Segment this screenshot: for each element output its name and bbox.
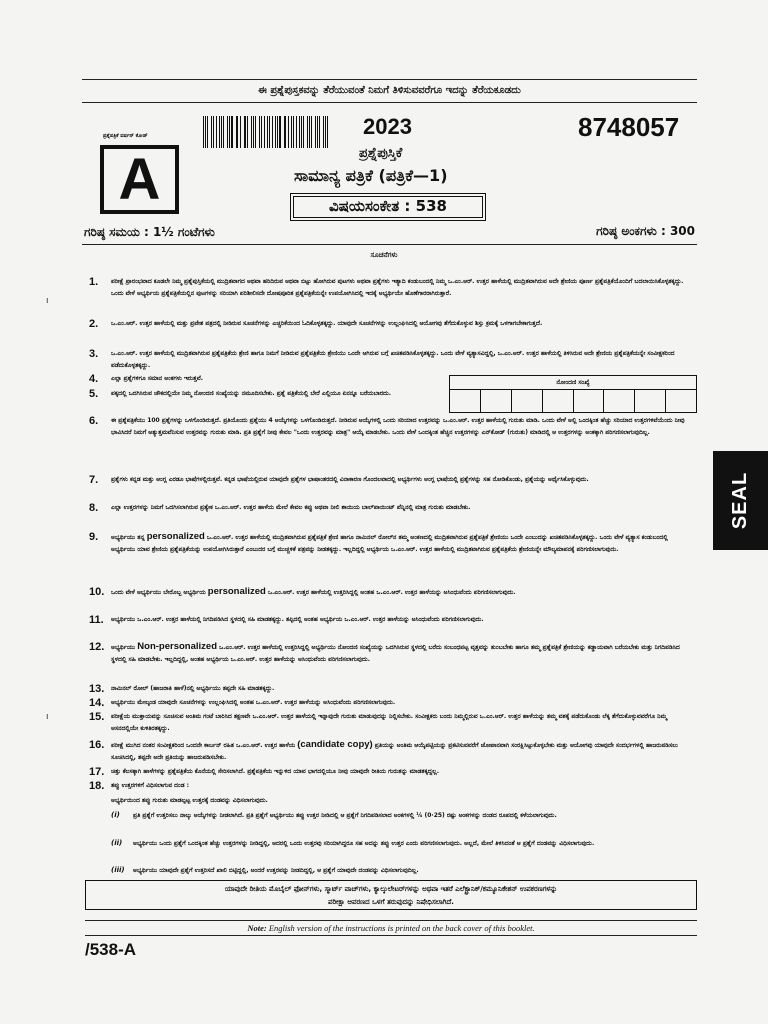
instruction-item: 14. ಅಭ್ಯರ್ಥಿಯು ಮೇಲ್ಕಂಡ ಯಾವುದೇ ಸೂಚನೆಗಳನ್ನು ಉಲ್ಲಂಘಿಸಿದಲ್ಲಿ ಅಂತಹ ಒ.ಎಂ.ಆರ್. ಉತ್ತರ ಹಾಳೆಯನ್ನು ಅಸಿಂಧುವೆಂದು ಪರಿಗಣಿಸಲಾಗುವುದು. <box>89 697 396 709</box>
instruction-item: 8. ಎಲ್ಲಾ ಉತ್ತರಗಳನ್ನು ನಿಮಗೆ ಒದಗಿಸಲಾಗಿರುವ ಪ್ರತ್ಯೇಕ ಒ.ಎಂ.ಆರ್. ಉತ್ತರ ಹಾಳೆಯ ಮೇಲೆ ಕೇವಲ ಕಪ್ಪು ಅಥವಾ ನೀಲಿ ಶಾಯಿಯ ಬಾಲ್‌ಪಾಯಿಂಟ್ ಪೆನ್ನಿನಲ್ಲಿ ಮಾತ್ರ ಗುರುತು ಮಾಡಬೇಕು. <box>89 502 471 514</box>
barcode-bar <box>311 116 312 148</box>
instruction-item: 11. ಅಭ್ಯರ್ಥಿಯು ಒ.ಎಂ.ಆರ್. ಉತ್ತರ ಹಾಳೆಯಲ್ಲಿ ನಿಗದಿಪಡಿಸಿದ ಸ್ಥಳದಲ್ಲಿ ಸಹಿ ಮಾಡತಕ್ಕದ್ದು. ತಪ್ಪಿದಲ್ಲಿ ಅಂತಹ ಅಭ್ಯರ್ಥಿಯ ಒ.ಎಂ.ಆರ್. ಉತ್ತರ ಹಾಳೆಯನ್ನು ಅಸಿಂಧುವೆಂದು ಪರಿಗಣಿಸಲಾಗುವುದು. <box>89 614 484 626</box>
booklet-label: ಪ್ರಶ್ನೆಪುಸ್ತಿಕೆ <box>359 146 403 161</box>
instruction-item: 3. ಒ.ಎಂ.ಆರ್. ಉತ್ತರ ಹಾಳೆಯಲ್ಲಿ ಮುದ್ರಿತವಾಗಿರುವ ಪ್ರಶ್ನೆಪತ್ರಿಕೆಯ ಶ್ರೇಣಿ ಹಾಗೂ ನಿಮಗೆ ನೀಡಿರುವ ಪ್ರಶ್ನೆಪತ್ರಿಕೆಯ ಶ್ರೇಣಿಯು ಒಂದೇ ಆಗಿರುವ ಬಗ್ಗೆ ಖಚಿತಪಡಿಸಿಕೊಳ್ಳತಕ್ಕದ್ದು. ಒಂದು ವೇಳೆ ವ್ಯತ್ಯಾಸವಿದ್ದಲ್ಲಿ, ಒ.ಎಂ.ಆರ್. ಉತ್ತರ ಹಾಳೆಯಲ್ಲಿ ತಿಳಿಸಿರುವ ಅದೇ ಶ್ರೇಣಿಯ ಪ್ರಶ್ನೆಪತ್ರಿಕೆಯನ್ನೇ ಸಂವೀಕ್ಷಕರಿಂದ ಪಡೆದುಕೊಳ್ಳತಕ್ಕದ್ದು. <box>89 348 675 369</box>
barcode-bar <box>231 116 232 148</box>
barcode-bar <box>303 116 304 148</box>
barcode-bar <box>272 116 273 148</box>
exam-year: 2023 <box>363 114 412 139</box>
penalty-item: (i) ಪ್ರತಿ ಪ್ರಶ್ನೆಗೆ ಉತ್ತರಿಸಲು ನಾಲ್ಕು ಆಯ್ಕೆಗಳನ್ನು ನೀಡಲಾಗಿದೆ. ಪ್ರತಿ ಪ್ರಶ್ನೆಗೆ ಅಭ್ಯರ್ಥಿಯು ತಪ್ಪು ಉತ್ತರ ನೀಡಿದಲ್ಲಿ ಆ ಪ್ರಶ್ನೆಗೆ ನಿಗದಿಪಡಿಸಲಾದ ಅಂಕಗಳಲ್ಲಿ ¼ (0·25) ರಷ್ಟು ಅಂಕಗಳನ್ನು ದಂಡದ ರೂಪದಲ್ಲಿ ಕಳೆಯಲಾಗುವುದು. <box>111 811 557 819</box>
instruction-item: 1. ಪರೀಕ್ಷೆ ಪ್ರಾರಂಭವಾದ ಕೂಡಲೇ ನಿಮ್ಮ ಪ್ರಶ್ನೆಪುಸ್ತಿಕೆಯಲ್ಲಿ ಮುದ್ರಿತವಾಗದ ಅಥವಾ ಹರಿದಿರುವ ಅಥವಾ ಬಿಟ್ಟು ಹೋಗಿರುವ ಪುಟಗಳು ಅಥವಾ ಪ್ರಶ್ನೆಗಳು ಇತ್ಯಾದಿ ಕಂಡುಬಂದಲ್ಲಿ ನಿಮ್ಮ ಒ.ಎಂ.ಆರ್. ಉತ್ತರ ಹಾಳೆಯಲ್ಲಿ ಮುದ್ರಿತವಾಗಿರುವ ಅದೇ ಶ್ರೇಣಿಯ ಪೂರ್ಣ ಪ್ರಶ್ನೆಪತ್ರಿಕೆಯೊಂದಿಗೆ ಬದಲಾಯಿಸಿಕೊಳ್ಳತಕ್ಕದ್ದು. ಒಂದು ವೇಳೆ ಅಭ್ಯರ್ಥಿಯ ಪ್ರಶ್ನೆಪತ್ರಿಕೆಯಲ್ಲಿನ ಪುಟಗಳನ್ನು ಸರಿಯಾಗಿ ಪರಿಶೀಲಿಸದೇ ದೋಷಪೂರಿತ ಪ್ರಶ್ನೆಪತ್ರಿಕೆಯನ್ನೇ ಉಪಯೋಗಿಸಿದಲ್ಲಿ ಇದಕ್ಕೆ ಅಭ್ಯರ್ಥಿಯೇ ಹೊಣೆಗಾರರಾಗಿರುತ್ತಾರೆ. <box>89 276 684 297</box>
instruction-item: 4. ಎಲ್ಲಾ ಪ್ರಶ್ನೆಗಳಿಗೂ ಸಮಾನ ಅಂಕಗಳು ಇರುತ್ತವೆ. <box>89 373 204 385</box>
instruction-item: 6. ಈ ಪ್ರಶ್ನೆಪತ್ರಿಕೆಯು 100 ಪ್ರಶ್ನೆಗಳನ್ನು ಒಳಗೊಂಡಿರುತ್ತದೆ. ಪ್ರತಿಯೊಂದು ಪ್ರಶ್ನೆಯು 4 ಆಯ್ಕೆಗಳನ್ನು ಒಳಗೊಂಡಿರುತ್ತದೆ. ನೀಡಿರುವ ಆಯ್ಕೆಗಳಲ್ಲಿ ಒಂದು ಸರಿಯಾದ ಉತ್ತರವನ್ನು ಒ.ಎಂ.ಆರ್. ಉತ್ತರ ಹಾಳೆಯಲ್ಲಿ ಗುರುತು ಮಾಡಿ. ಒಂದು ವೇಳೆ ಅಲ್ಲಿ ಒಂದಕ್ಕಿಂತ ಹೆಚ್ಚು ಸರಿಯಾದ ಉತ್ತರಗಳಿವೆಯೆಂದು ನೀವು ಭಾವಿಸಿದರೆ ನಿಮಗೆ ಅತ್ಯುತ್ತಮವೆನಿಸುವ ಉತ್ತರವನ್ನು ಗುರುತು ಮಾಡಿ. ಪ್ರತಿ ಪ್ರಶ್ನೆಗೆ ನೀವು ಕೇವಲ "ಒಂದು ಉತ್ತರವನ್ನು ಮಾತ್ರ" ಆಯ್ಕೆ ಮಾಡಬೇಕು. ಒಂದು ವೇಳೆ ಒಂದಕ್ಕಿಂತ ಹೆಚ್ಚಿನ ಉತ್ತರಗಳನ್ನು ಎನ್‌ಕೋಡ್ (ಗುರುತು) ಮಾಡಿದಲ್ಲಿ ಆ ಉತ್ತರಗಳನ್ನು ಅಂಕಕ್ಕಾಗಿ ಪರಿಗಣಿಸಲಾಗುವುದಿಲ್ಲ. <box>89 415 685 436</box>
barcode-bar <box>213 116 214 148</box>
barcode-bar <box>203 116 204 148</box>
penalty-intro: ಅಭ್ಯರ್ಥಿಯಿಂದ ತಪ್ಪು ಗುರುತು ಮಾಡಲ್ಪಟ್ಟ ಉತ್ತರಕ್ಕೆ ದಂಡವನ್ನು ವಿಧಿಸಲಾಗುವುದು. <box>111 797 268 804</box>
do-not-open-notice: ಈ ಪ್ರಶ್ನೆಪುಸ್ತಕವನ್ನು ತೆರೆಯುವಂತೆ ನಿಮಗೆ ತಿಳಿಸುವವರೆಗೂ ಇದನ್ನು ತೆರೆಯಕೂಡದು <box>82 79 697 103</box>
instruction-item: 2. ಒ.ಎಂ.ಆರ್. ಉತ್ತರ ಹಾಳೆಯಲ್ಲಿ ಮತ್ತು ಪ್ರವೇಶ ಪತ್ರದಲ್ಲಿ ನೀಡಿರುವ ಸೂಚನೆಗಳನ್ನು ಎಚ್ಚರಿಕೆಯಿಂದ ಓದಿಕೊಳ್ಳತಕ್ಕದ್ದು. ಯಾವುದೇ ಸೂಚನೆಗಳನ್ನು ಉಲ್ಲಂಘಿಸಿದಲ್ಲಿ ಆಯೋಗವು ತೆಗೆದುಕೊಳ್ಳುವ ಶಿಸ್ತು ಕ್ರಮಕ್ಕೆ ಒಳಗಾಗಬೇಕಾಗುತ್ತದೆ. <box>89 318 543 330</box>
instruction-item: 10. ಒಂದು ವೇಳೆ ಅಭ್ಯರ್ಥಿಯು ಬೇರೊಬ್ಬ ಅಭ್ಯರ್ಥಿಯ personalized ಒ.ಎಂ.ಆರ್. ಉತ್ತರ ಹಾಳೆಯಲ್ಲಿ ಉತ್ತರಿಸಿದ್ದಲ್ಲಿ ಅಂತಹ ಒ.ಎಂ.ಆರ್. ಉತ್ತರ ಹಾಳೆಯನ್ನು ಅಸಿಂಧುವೆಂದು ಪರಿಗಣಿಸಲಾಗುವುದು. <box>89 586 516 598</box>
barcode-bar <box>319 116 320 148</box>
barcode-bar <box>327 116 328 148</box>
penalty-item: (ii) ಅಭ್ಯರ್ಥಿಯು ಒಂದು ಪ್ರಶ್ನೆಗೆ ಒಂದಕ್ಕಿಂತ ಹೆಚ್ಚು ಉತ್ತರಗಳನ್ನು ನೀಡಿದ್ದಲ್ಲಿ, ಅದರಲ್ಲಿ ಒಂದು ಉತ್ತರವು ಸರಿಯಾಗಿದ್ದರೂ ಸಹ ಅದನ್ನು ತಪ್ಪು ಉತ್ತರ ಎಂದು ಪರಿಗಣಿಸಲಾಗುವುದು. ಅಲ್ಲದೆ, ಮೇಲೆ ತಿಳಿಸಿದಂತೆ ಆ ಪ್ರಶ್ನೆಗೆ ದಂಡವನ್ನು ವಿಧಿಸಲಾಗುವುದು. <box>111 839 595 847</box>
instruction-item: 9. ಅಭ್ಯರ್ಥಿಯು ತನ್ನ personalized ಒ.ಎಂ.ಆರ್. ಉತ್ತರ ಹಾಳೆಯಲ್ಲಿ ಮುದ್ರಿತವಾಗಿರುವ ಪ್ರಶ್ನೆಪತ್ರಿಕೆ ಶ್ರೇಣಿ ಹಾಗೂ ನಾಮಿನಲ್ ರೋಲ್‌ನ ತಮ್ಮ ಅಂಕಣದಲ್ಲಿ ಮುದ್ರಿತವಾಗಿರುವ ಪ್ರಶ್ನೆಪತ್ರಿಕೆ ಶ್ರೇಣಿಯು ಒಂದೇ ಎಂಬುದನ್ನು ಖಚಿತಪಡಿಸಿಕೊಳ್ಳತಕ್ಕದ್ದು. ಒಂದು ವೇಳೆ ವ್ಯತ್ಯಾಸ ಕಂಡುಬಂದಲ್ಲಿ ಅಭ್ಯರ್ಥಿಯು ಯಾವ ಶ್ರೇಣಿಯ ಪ್ರಶ್ನೆಪತ್ರಿಕೆಯನ್ನು ಉಪಯೋಗಿಸಿರುತ್ತಾರೆ ಎಂಬುದರ ಬಗ್ಗೆ ಮುಚ್ಚಳಿಕೆ ಪತ್ರವನ್ನು ನೀಡತಕ್ಕದ್ದು. ಇಲ್ಲದಿದ್ದಲ್ಲಿ ಅಭ್ಯರ್ಥಿಯ ಒ.ಎಂ.ಆರ್. ಉತ್ತರ ಹಾಳೆಯಲ್ಲಿ ಮುದ್ರಿತವಾಗಿರುವ ಪ್ರಶ್ನೆಪತ್ರಿಕೆಯ ಶ್ರೇಣಿಯನ್ನೇ ಮೌಲ್ಯಮಾಪನಕ್ಕೆ ಪರಿಗಣಿಸಲಾಗುವುದು. <box>89 531 668 553</box>
time-marks-row <box>82 222 697 245</box>
barcode-bar <box>267 116 268 148</box>
barcode-bar <box>259 116 260 148</box>
paper-name: ಸಾಮಾನ್ಯ ಪತ್ರಿಕೆ (ಪತ್ರಿಕೆ—1) <box>294 166 448 185</box>
booklet-serial-number: 8748057 <box>578 112 680 142</box>
barcode-bar <box>240 116 241 148</box>
penalty-item: (iii) ಅಭ್ಯರ್ಥಿಯು ಯಾವುದೇ ಪ್ರಶ್ನೆಗೆ ಉತ್ತರಿಸದೆ ಖಾಲಿ ಬಿಟ್ಟಿದ್ದಲ್ಲಿ, ಅಂದರೆ ಉತ್ತರವನ್ನು ನೀಡದಿದ್ದಲ್ಲಿ, ಆ ಪ್ರಶ್ನೆಗೆ ಯಾವುದೇ ದಂಡವನ್ನು ವಿಧಿಸಲಾಗುವುದಿಲ್ಲ. <box>111 866 419 874</box>
instruction-item: 5. ಪಕ್ಕದಲ್ಲಿ ಒದಗಿಸಿರುವ ಚೌಕದಲ್ಲಿಯೇ ನಿಮ್ಮ ನೋಂದಣಿ ಸಂಖ್ಯೆಯನ್ನು ನಮೂದಿಸಬೇಕು. ಪ್ರಶ್ನೆ ಪತ್ರಿಕೆಯಲ್ಲಿ ಬೇರೆ ಎಲ್ಲಿಯೂ ಏನನ್ನೂ ಬರೆಯಬಾರದು. <box>89 388 392 400</box>
max-time: ಗರಿಷ್ಠ ಸಮಯ : 1½ ಗಂಟೆಗಳು <box>84 225 215 239</box>
seal-label: SEAL <box>729 471 751 530</box>
margin-mark: ı <box>46 712 49 722</box>
version-code-box: A <box>100 145 179 214</box>
barcode-bar <box>247 116 248 148</box>
instruction-item: 17. ಚಿತ್ತು ಕೆಲಸಕ್ಕಾಗಿ ಹಾಳೆಗಳನ್ನು ಪ್ರಶ್ನೆಪತ್ರಿಕೆಯ ಕೊನೆಯಲ್ಲಿ ಸೇರಿಸಲಾಗಿದೆ. ಪ್ರಶ್ನೆಪತ್ರಿಕೆಯ ಇನ್ನುಳಿದ ಯಾವ ಭಾಗದಲ್ಲಿಯೂ ನೀವು ಯಾವುದೇ ರೀತಿಯ ಗುರುತನ್ನು ಮಾಡತಕ್ಕದ್ದಲ್ಲ. <box>89 766 440 778</box>
barcode-bar <box>223 116 224 148</box>
subject-code-box: ವಿಷಯಸಂಕೇತ : 538 <box>290 193 486 221</box>
instruction-item: 7. ಪ್ರಶ್ನೆಗಳು ಕನ್ನಡ ಮತ್ತು ಆಂಗ್ಲ ಎರಡೂ ಭಾಷೆಗಳಲ್ಲಿರುತ್ತವೆ. ಕನ್ನಡ ಭಾಷೆಯಲ್ಲಿರುವ ಯಾವುದೇ ಪ್ರಶ್ನೆಗಳ ಭಾಷಾಂತರದಲ್ಲಿ ವಿನಾಕಾರಣ ಗೊಂದಲವಾದಲ್ಲಿ ಅಭ್ಯರ್ಥಿಗಳು ಆಂಗ್ಲ ಭಾಷೆಯಲ್ಲಿ ಪ್ರಶ್ನೆಗಳನ್ನು ಸಹ ನೋಡಿಕೊಂಡು, ಪ್ರಶ್ನೆಯನ್ನು ಅರ್ಥೈಸಿಕೊಳ್ಳುವುದು. <box>89 474 589 486</box>
barcode-bar <box>285 116 286 148</box>
note-text: English version of the instructions is printed on the back cover of this booklet. <box>266 923 535 933</box>
instruction-item: 13. ನಾಮಿನಲ್ ರೋಲ್ (ಹಾಜರಾತಿ ಹಾಳೆ)ನಲ್ಲಿ ಅಭ್ಯರ್ಥಿಯು ತಪ್ಪದೇ ಸಹಿ ಮಾಡತಕ್ಕದ್ದು. <box>89 683 275 695</box>
max-marks: ಗರಿಷ್ಠ ಅಂಕಗಳು : 300 <box>596 224 695 238</box>
barcode-bar <box>293 116 294 148</box>
instruction-item: 15. ಪರೀಕ್ಷೆಯ ಮುಕ್ತಾಯವನ್ನು ಸೂಚಿಸುವ ಅಂತಿಮ ಗಂಟೆ ಬಾರಿಸಿದ ತಕ್ಷಣವೇ ಒ.ಎಂ.ಆರ್. ಉತ್ತರ ಹಾಳೆಯಲ್ಲಿ ಇನ್ನಾವುದೇ ಗುರುತು ಮಾಡುವುದನ್ನು ನಿಲ್ಲಿಸಬೇಕು. ಸಂವೀಕ್ಷಕರು ಬಂದು ನಿಮ್ಮಲ್ಲಿರುವ ಒ.ಎಂ.ಆರ್. ಉತ್ತರ ಹಾಳೆಯನ್ನು ತಮ್ಮ ವಶಕ್ಕೆ ಪಡೆದುಕೊಂಡು ಲೆಕ್ಕ ತೆಗೆದುಕೊಳ್ಳುವವರೆಗೂ ನಿಮ್ಮ ಆಸನದಲ್ಲಿಯೇ ಕುಳಿತಿರತಕ್ಕದ್ದು. <box>89 711 667 732</box>
warning-line-1: ಯಾವುದೇ ರೀತಿಯ ಮೊಬೈಲ್ ಫೋನ್‌ಗಳು, ಸ್ಮಾರ್ಟ್ ವಾಚ್‌ಗಳು, ಕ್ಯಾಲ್ಕುಲೇಟರ್‌ಗಳನ್ನು ಅಥವಾ ಇತರೆ ಎಲೆಕ್ಟ್ರಾನಿಕ್/ಕಮ್ಯೂನಿಕೇಶನ್ ಉಪಕರಣಗಳನ್ನು <box>224 885 558 893</box>
margin-mark: ı <box>46 296 49 306</box>
electronic-devices-warning <box>85 880 697 910</box>
barcode <box>203 116 331 148</box>
note-label: Note: <box>247 923 267 933</box>
instructions-title: ಸೂಚನೆಗಳು <box>370 251 398 259</box>
footer-subject-code: /538-A <box>85 940 137 959</box>
instruction-item: 18. ತಪ್ಪು ಉತ್ತರಗಳಿಗೆ ವಿಧಿಸಲಾಗುವ ದಂಡ : <box>89 780 190 792</box>
barcode-bar <box>255 116 256 148</box>
registration-number-label: ನೋಂದಣಿ ಸಂಖ್ಯೆ <box>450 376 696 390</box>
instruction-item: 12. ಅಭ್ಯರ್ಥಿಯು Non-personalized ಒ.ಎಂ.ಆರ್. ಉತ್ತರ ಹಾಳೆಯಲ್ಲಿ ಉತ್ತರಿಸಿದ್ದಲ್ಲಿ ಅಭ್ಯರ್ಥಿಯು ನೋಂದಣಿ ಸಂಖ್ಯೆಯನ್ನು ಒದಗಿಸಿರುವ ಸ್ಥಳದಲ್ಲಿ ಬರೆದು ಸಂಬಂಧಪಟ್ಟ ವೃತ್ತವನ್ನು ತುಂಬಬೇಕು ಹಾಗೂ ತಮ್ಮ ಪ್ರಶ್ನೆಪತ್ರಿಕೆ ಶ್ರೇಣಿಯನ್ನು ಕಡ್ಡಾಯವಾಗಿ ಬರೆಯಬೇಕು ಮತ್ತು ನಿಗದಿಪಡಿಸಿದ ಸ್ಥಳದಲ್ಲಿ ಸಹಿ ಮಾಡಬೇಕು. ಇಲ್ಲದಿದ್ದಲ್ಲಿ, ಅಂತಹ ಅಭ್ಯರ್ಥಿಯ ಒ.ಎಂ.ಆರ್. ಉತ್ತರ ಹಾಳೆಯನ್ನು ಅಸಿಂಧುವೆಂದು ಪರಿಗಣಿಸಲಾಗುವುದು. <box>89 641 680 663</box>
barcode-bar <box>301 116 302 148</box>
instruction-item: 16. ಪರೀಕ್ಷೆ ಮುಗಿದ ನಂತರ ಸಂವೀಕ್ಷಕರಿಂದ ಒಂದನೇ ಕಾರ್ಬನ್ ರಹಿತ ಒ.ಎಂ.ಆರ್. ಉತ್ತರ ಹಾಳೆಯ (candidate copy) ಪ್ರತಿಯನ್ನು ಅಂತಿಮ ಆಯ್ಕೆಪಟ್ಟಿಯನ್ನು ಪ್ರಕಟಿಸುವವರೆಗೆ ಜೋಪಾನವಾಗಿ ಸಂರಕ್ಷಿಸಿಟ್ಟುಕೊಳ್ಳಬೇಕು ಮತ್ತು ಆಯೋಗವು ಯಾವುದೇ ಸಂದರ್ಭಗಳಲ್ಲಿ ಹಾಜರುಪಡಿಸಲು ಸೂಚಿಸಿದಲ್ಲಿ, ತಪ್ಪದೇ ಅದೇ ಪ್ರತಿಯನ್ನು ಹಾಜರುಪಡಿಸಬೇಕು. <box>89 739 678 761</box>
barcode-bar <box>279 116 280 148</box>
english-version-note <box>85 920 697 936</box>
seal-tab <box>713 451 768 550</box>
version-code-label: ಪ್ರಶ್ನೆಪತ್ರಿಕೆ ವರ್ಷನ್ ಕೋಡ್ <box>103 133 148 139</box>
barcode-bar <box>211 116 212 148</box>
barcode-bar <box>227 116 228 148</box>
warning-line-2: ಪರೀಕ್ಷಾ ಆವರಣದ ಒಳಗೆ ತರುವುದನ್ನು ನಿಷೇಧಿಸಲಾಗಿದೆ. <box>328 898 454 906</box>
